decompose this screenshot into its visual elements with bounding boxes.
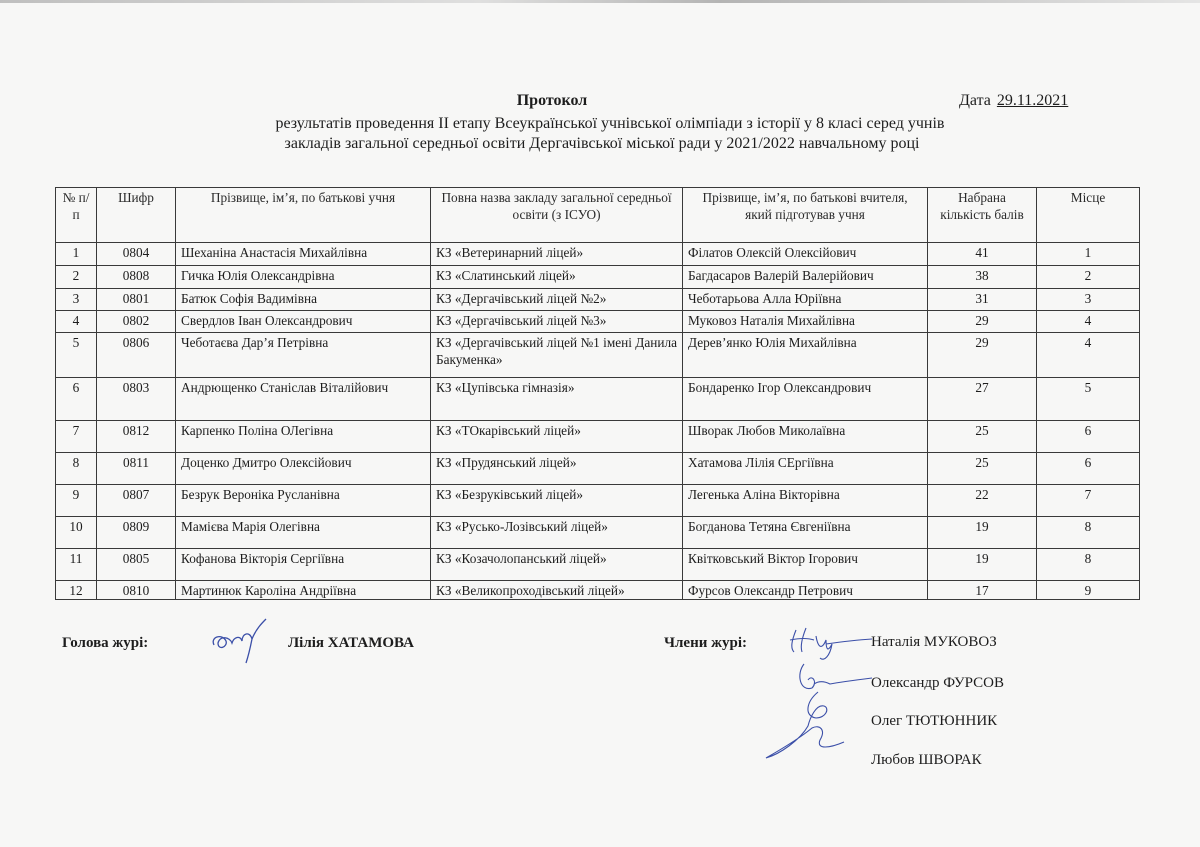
cell-place: 4 — [1037, 311, 1140, 333]
header-code: Шифр — [97, 188, 176, 243]
cell-place: 1 — [1037, 243, 1140, 266]
cell-student: Безрук Вероніка Русланівна — [176, 485, 431, 517]
cell-teacher: Муковоз Наталія Михайлівна — [683, 311, 928, 333]
cell-score: 27 — [928, 378, 1037, 421]
cell-code: 0808 — [97, 266, 176, 289]
cell-student: Шеханіна Анастасія Михайлівна — [176, 243, 431, 266]
cell-score: 29 — [928, 333, 1037, 378]
header-school: Повна назва закладу загальної середньої освіти (з ІСУО) — [431, 188, 683, 243]
header-score: Набрана кількість балів — [928, 188, 1037, 243]
cell-teacher: Багдасаров Валерій Валерійович — [683, 266, 928, 289]
cell-student: Мартинюк Кароліна Андріївна — [176, 581, 431, 600]
cell-num: 7 — [56, 421, 97, 453]
cell-student: Доценко Дмитро Олексійович — [176, 453, 431, 485]
table-header-row — [56, 188, 1140, 243]
cell-score: 19 — [928, 549, 1037, 581]
table-row — [56, 453, 1140, 485]
members-label: Члени журі: — [664, 635, 747, 651]
cell-num: 8 — [56, 453, 97, 485]
cell-num: 1 — [56, 243, 97, 266]
document-title: Протокол — [516, 92, 588, 109]
cell-place: 8 — [1037, 517, 1140, 549]
cell-teacher: Дерев’янко Юлія Михайлівна — [683, 333, 928, 378]
cell-school: КЗ «Русько-Лозівський ліцей» — [431, 517, 683, 549]
cell-place: 2 — [1037, 266, 1140, 289]
cell-code: 0806 — [97, 333, 176, 378]
cell-school: КЗ «Слатинський ліцей» — [431, 266, 683, 289]
jury-member-2: Олександр ФУРСОВ — [871, 675, 1004, 691]
cell-code: 0801 — [97, 289, 176, 311]
cell-code: 0812 — [97, 421, 176, 453]
cell-teacher: Фурсов Олександр Петрович — [683, 581, 928, 600]
table-row — [56, 581, 1140, 600]
cell-num: 6 — [56, 378, 97, 421]
table-row — [56, 549, 1140, 581]
cell-num: 4 — [56, 311, 97, 333]
cell-student: Чеботаєва Дар’я Петрівна — [176, 333, 431, 378]
jury-member-3: Олег ТЮТЮННИК — [871, 713, 998, 729]
cell-place: 6 — [1037, 421, 1140, 453]
cell-place: 4 — [1037, 333, 1140, 378]
cell-school: КЗ «Безруківський ліцей» — [431, 485, 683, 517]
cell-code: 0803 — [97, 378, 176, 421]
cell-place: 9 — [1037, 581, 1140, 600]
cell-num: 5 — [56, 333, 97, 378]
cell-place: 6 — [1037, 453, 1140, 485]
cell-student: Гичка Юлія Олександрівна — [176, 266, 431, 289]
cell-score: 29 — [928, 311, 1037, 333]
cell-place: 8 — [1037, 549, 1140, 581]
cell-place: 5 — [1037, 378, 1140, 421]
cell-num: 9 — [56, 485, 97, 517]
cell-code: 0810 — [97, 581, 176, 600]
members-signatures — [760, 622, 875, 762]
cell-code: 0802 — [97, 311, 176, 333]
table-row — [56, 266, 1140, 289]
cell-teacher: Квітковський Віктор Ігорович — [683, 549, 928, 581]
cell-student: Свердлов Іван Олександрович — [176, 311, 431, 333]
cell-student: Мамієва Марія Олегівна — [176, 517, 431, 549]
cell-school: КЗ «Дергачівський ліцей №3» — [431, 311, 683, 333]
table-row — [56, 378, 1140, 421]
jury-member-4: Любов ШВОРАК — [871, 752, 982, 768]
cell-school: КЗ «Дергачівський ліцей №1 імені Данила Бакуменка» — [431, 333, 683, 378]
chair-name: Лілія ХАТАМОВА — [288, 635, 414, 651]
cell-teacher: Легенька Аліна Вікторівна — [683, 485, 928, 517]
header-num: № п/п — [56, 188, 97, 243]
chair-signature — [208, 615, 270, 665]
cell-place: 7 — [1037, 485, 1140, 517]
cell-place: 3 — [1037, 289, 1140, 311]
cell-school: КЗ «Цупівська гімназія» — [431, 378, 683, 421]
cell-code: 0809 — [97, 517, 176, 549]
cell-school: КЗ «ТОкарівський ліцей» — [431, 421, 683, 453]
table-row — [56, 333, 1140, 378]
cell-school: КЗ «Прудянський ліцей» — [431, 453, 683, 485]
date-value: 29.11.2021 — [996, 92, 1069, 109]
cell-school: КЗ «Ветеринарний ліцей» — [431, 243, 683, 266]
cell-student: Батюк Софія Вадимівна — [176, 289, 431, 311]
chair-label: Голова журі: — [62, 635, 149, 651]
header-student: Прізвище, ім’я, по батькові учня — [176, 188, 431, 243]
table-row — [56, 243, 1140, 266]
cell-student: Карпенко Поліна ОЛегівна — [176, 421, 431, 453]
header-teacher: Прізвище, ім’я, по батькові вчителя, який підготував учня — [683, 188, 928, 243]
cell-score: 41 — [928, 243, 1037, 266]
cell-school: КЗ «Дергачівський ліцей №2» — [431, 289, 683, 311]
cell-teacher: Шворак Любов Миколаївна — [683, 421, 928, 453]
cell-num: 2 — [56, 266, 97, 289]
table-row — [56, 289, 1140, 311]
cell-num: 11 — [56, 549, 97, 581]
table-row — [56, 421, 1140, 453]
cell-teacher: Філатов Олексій Олексійович — [683, 243, 928, 266]
table-row — [56, 517, 1140, 549]
subtitle-line-1: результатів проведення ІІ етапу Всеукраїнської учнівської олімпіади з історії у 8 класі серед учнів — [275, 115, 945, 132]
subtitle-line-2: закладів загальної середньої освіти Дергачівської міської ради у 2021/2022 навчальному році — [284, 135, 920, 152]
cell-num: 12 — [56, 581, 97, 600]
table-body — [56, 243, 1140, 600]
cell-student: Кофанова Вікторія Сергіївна — [176, 549, 431, 581]
cell-code: 0811 — [97, 453, 176, 485]
cell-student: Андрющенко Станіслав Віталійович — [176, 378, 431, 421]
cell-teacher: Чеботарьова Алла Юріївна — [683, 289, 928, 311]
jury-member-1: Наталія МУКОВОЗ — [871, 634, 997, 650]
cell-score: 31 — [928, 289, 1037, 311]
document-date — [959, 92, 1068, 110]
cell-code: 0804 — [97, 243, 176, 266]
cell-score: 25 — [928, 453, 1037, 485]
scan-edge — [0, 0, 1200, 3]
cell-score: 25 — [928, 421, 1037, 453]
cell-teacher: Богданова Тетяна Євгеніївна — [683, 517, 928, 549]
table-row — [56, 485, 1140, 517]
cell-score: 38 — [928, 266, 1037, 289]
header-place: Місце — [1037, 188, 1140, 243]
cell-teacher: Бондаренко Ігор Олександрович — [683, 378, 928, 421]
cell-school: КЗ «Великопроходівський ліцей» — [431, 581, 683, 600]
cell-score: 17 — [928, 581, 1037, 600]
cell-score: 22 — [928, 485, 1037, 517]
date-label: Дата — [959, 92, 991, 109]
cell-num: 3 — [56, 289, 97, 311]
cell-num: 10 — [56, 517, 97, 549]
cell-score: 19 — [928, 517, 1037, 549]
cell-school: КЗ «Козачолопанський ліцей» — [431, 549, 683, 581]
cell-teacher: Хатамова Лілія СЕргіївна — [683, 453, 928, 485]
cell-code: 0805 — [97, 549, 176, 581]
cell-code: 0807 — [97, 485, 176, 517]
results-table — [55, 187, 1140, 600]
table-row — [56, 311, 1140, 333]
